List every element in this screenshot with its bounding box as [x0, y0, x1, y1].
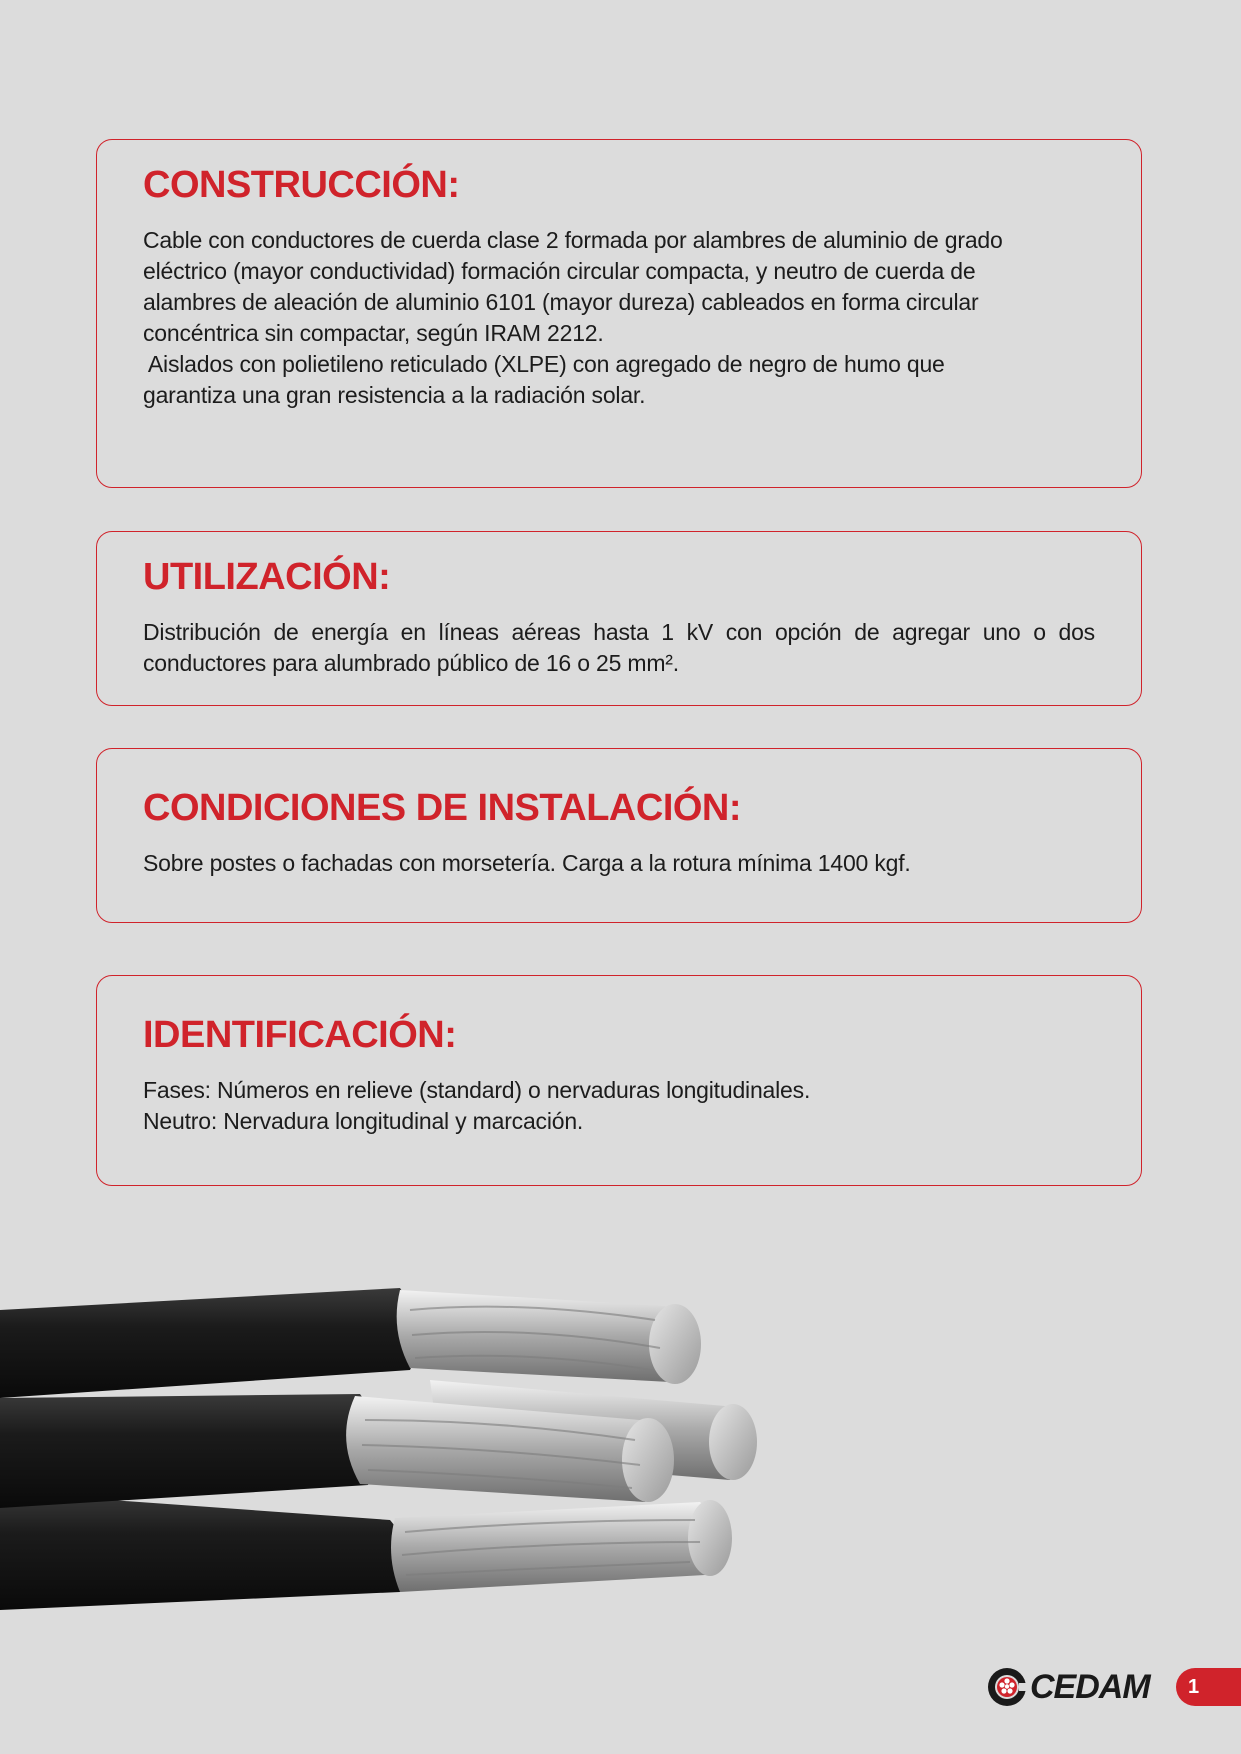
- brand-logo: [986, 1666, 1150, 1708]
- text-line: concéntrica sin compactar, según IRAM 2212.: [143, 320, 604, 346]
- construccion-section: [96, 139, 1142, 488]
- text-line: Cable con conductores de cuerda clase 2 formada por alambres de aluminio de grado: [143, 227, 1003, 253]
- utilizacion-title: UTILIZACIÓN:: [143, 556, 391, 598]
- identificacion-section: [96, 975, 1142, 1186]
- cedam-logo-icon: [986, 1666, 1028, 1708]
- utilizacion-section: [96, 531, 1142, 706]
- identificacion-title: IDENTIFICACIÓN:: [143, 1014, 457, 1056]
- construccion-text: [143, 225, 1095, 411]
- page-number: 1: [1176, 1668, 1241, 1706]
- cable-image: [0, 1270, 800, 1630]
- condiciones-title: CONDICIONES DE INSTALACIÓN:: [143, 787, 742, 829]
- text-line: eléctrico (mayor conductividad) formación circular compacta, y neutro de cuerda de: [143, 258, 976, 284]
- construccion-title: CONSTRUCCIÓN:: [143, 164, 460, 206]
- identificacion-text: [143, 1075, 1095, 1137]
- condiciones-section: [96, 748, 1142, 923]
- text-line: alambres de aleación de aluminio 6101 (mayor dureza) cableados en forma circular: [143, 289, 979, 315]
- text-line: Neutro: Nervadura longitudinal y marcación.: [143, 1108, 584, 1134]
- text-line: Aislados con polietileno reticulado (XLPE) con agregado de negro de humo que: [143, 351, 945, 377]
- condiciones-text: Sobre postes o fachadas con morsetería. Carga a la rotura mínima 1400 kgf.: [143, 850, 911, 876]
- brand-name: CEDAM: [1030, 1667, 1150, 1706]
- text-line: garantiza una gran resistencia a la radiación solar.: [143, 382, 646, 408]
- text-line: Fases: Números en relieve (standard) o nervaduras longitudinales.: [143, 1077, 811, 1103]
- utilizacion-text: Distribución de energía en líneas aéreas hasta 1 kV con opción de agregar uno o dos conductores para alumbrado público de 16 o 25 mm².: [143, 619, 1095, 676]
